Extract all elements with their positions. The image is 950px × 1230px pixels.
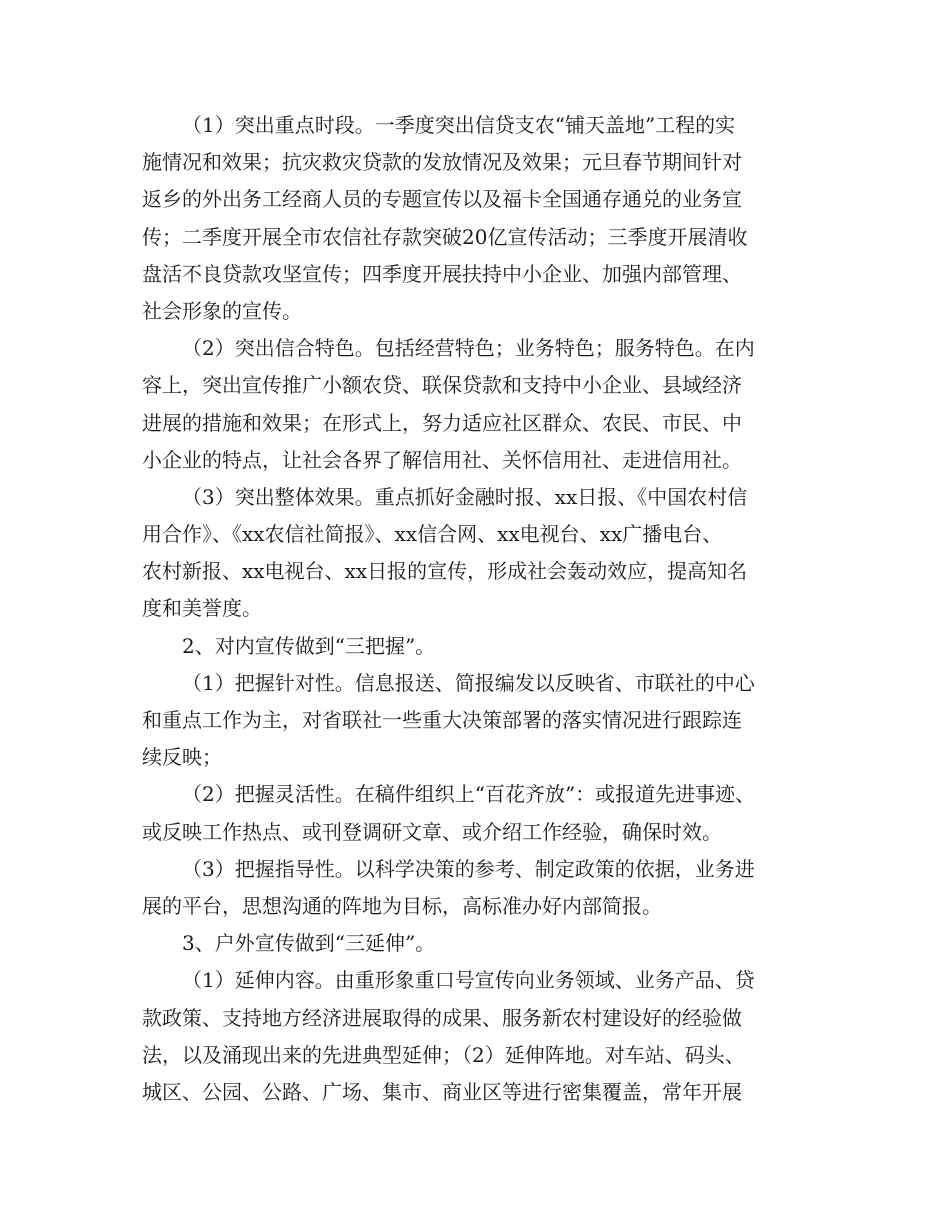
text-line: 盘活不良贷款攻坚宣传；四季度开展扶持中小企业、加强内部管理、: [142, 261, 742, 286]
text-line: 传；二季度开展全市农信社存款突破20亿宣传活动；三季度开展清收: [142, 224, 748, 249]
text-line: 法，以及涌现出来的先进典型延伸；（2）延伸阵地。对车站、码头、: [142, 1042, 745, 1067]
text-line: （2）把握灵活性。在稿件组织上“百花齐放”：或报道先进事迹、: [182, 782, 756, 807]
text-line: 2、对内宣传做到“三把握”。: [182, 633, 436, 658]
text-line: 款政策、支持地方经济进展取得的成果、服务新农村建设好的经验做: [142, 1005, 742, 1030]
text-line: 度和美誉度。: [142, 596, 262, 621]
text-line: （1）突出重点时段。一季度突出信贷支农“铺天盖地”工程的实: [182, 113, 736, 137]
text-line: 农村新报、xx电视台、xx日报的宣传，形成社会轰动效应，提高知名: [142, 559, 748, 584]
text-line: 返乡的外出务工经商人员的专题宣传以及福卡全国通存通兑的业务宣: [142, 187, 742, 212]
text-line: （2）突出信合特色。包括经营特色；业务特色；服务特色。在内: [182, 336, 755, 361]
text-line: 进展的措施和效果；在形式上，努力适应社区群众、农民、市民、中: [142, 410, 742, 435]
text-line: 展的平台，思想沟通的阵地为目标，高标准办好内部简报。: [142, 893, 662, 918]
text-line: 施情况和效果；抗灾救灾贷款的发放情况及效果；元旦春节期间针对: [142, 150, 742, 175]
text-line: （1）延伸内容。由重形象重口号宣传向业务领域、业务产品、贷: [182, 968, 755, 993]
text-line: 小企业的特点，让社会各界了解信用社、关怀信用社、走进信用社。: [142, 447, 742, 472]
text-line: （3）突出整体效果。重点抓好金融时报、xx日报、《中国农村信: [182, 484, 748, 509]
text-line: 社会形象的宣传。: [142, 298, 302, 323]
text-line: 和重点工作为主，对省联社一些重大决策部署的落实情况进行跟踪连: [142, 708, 742, 732]
text-line: 续反映；: [142, 745, 222, 770]
text-line: （1）把握针对性。信息报送、简报编发以反映省、市联社的中心: [182, 670, 755, 695]
document-body: [142, 107, 822, 1111]
text-line: 容上，突出宣传推广小额农贷、联保贷款和支持中小企业、县域经济: [142, 373, 742, 398]
text-line: 用合作》、《xx农信社简报》、xx信合网、xx电视台、xx广播电台、: [142, 522, 723, 547]
text-line: 或反映工作热点、或刊登调研文章、或介绍工作经验，确保时效。: [142, 819, 722, 844]
text-line: （3）把握指导性。以科学决策的参考、制定政策的依据，业务进: [182, 856, 755, 881]
text-line: 3、户外宣传做到“三延伸”。: [182, 931, 436, 956]
text-line: 城区、公园、公路、广场、集市、商业区等进行密集覆盖，常年开展: [142, 1079, 742, 1104]
